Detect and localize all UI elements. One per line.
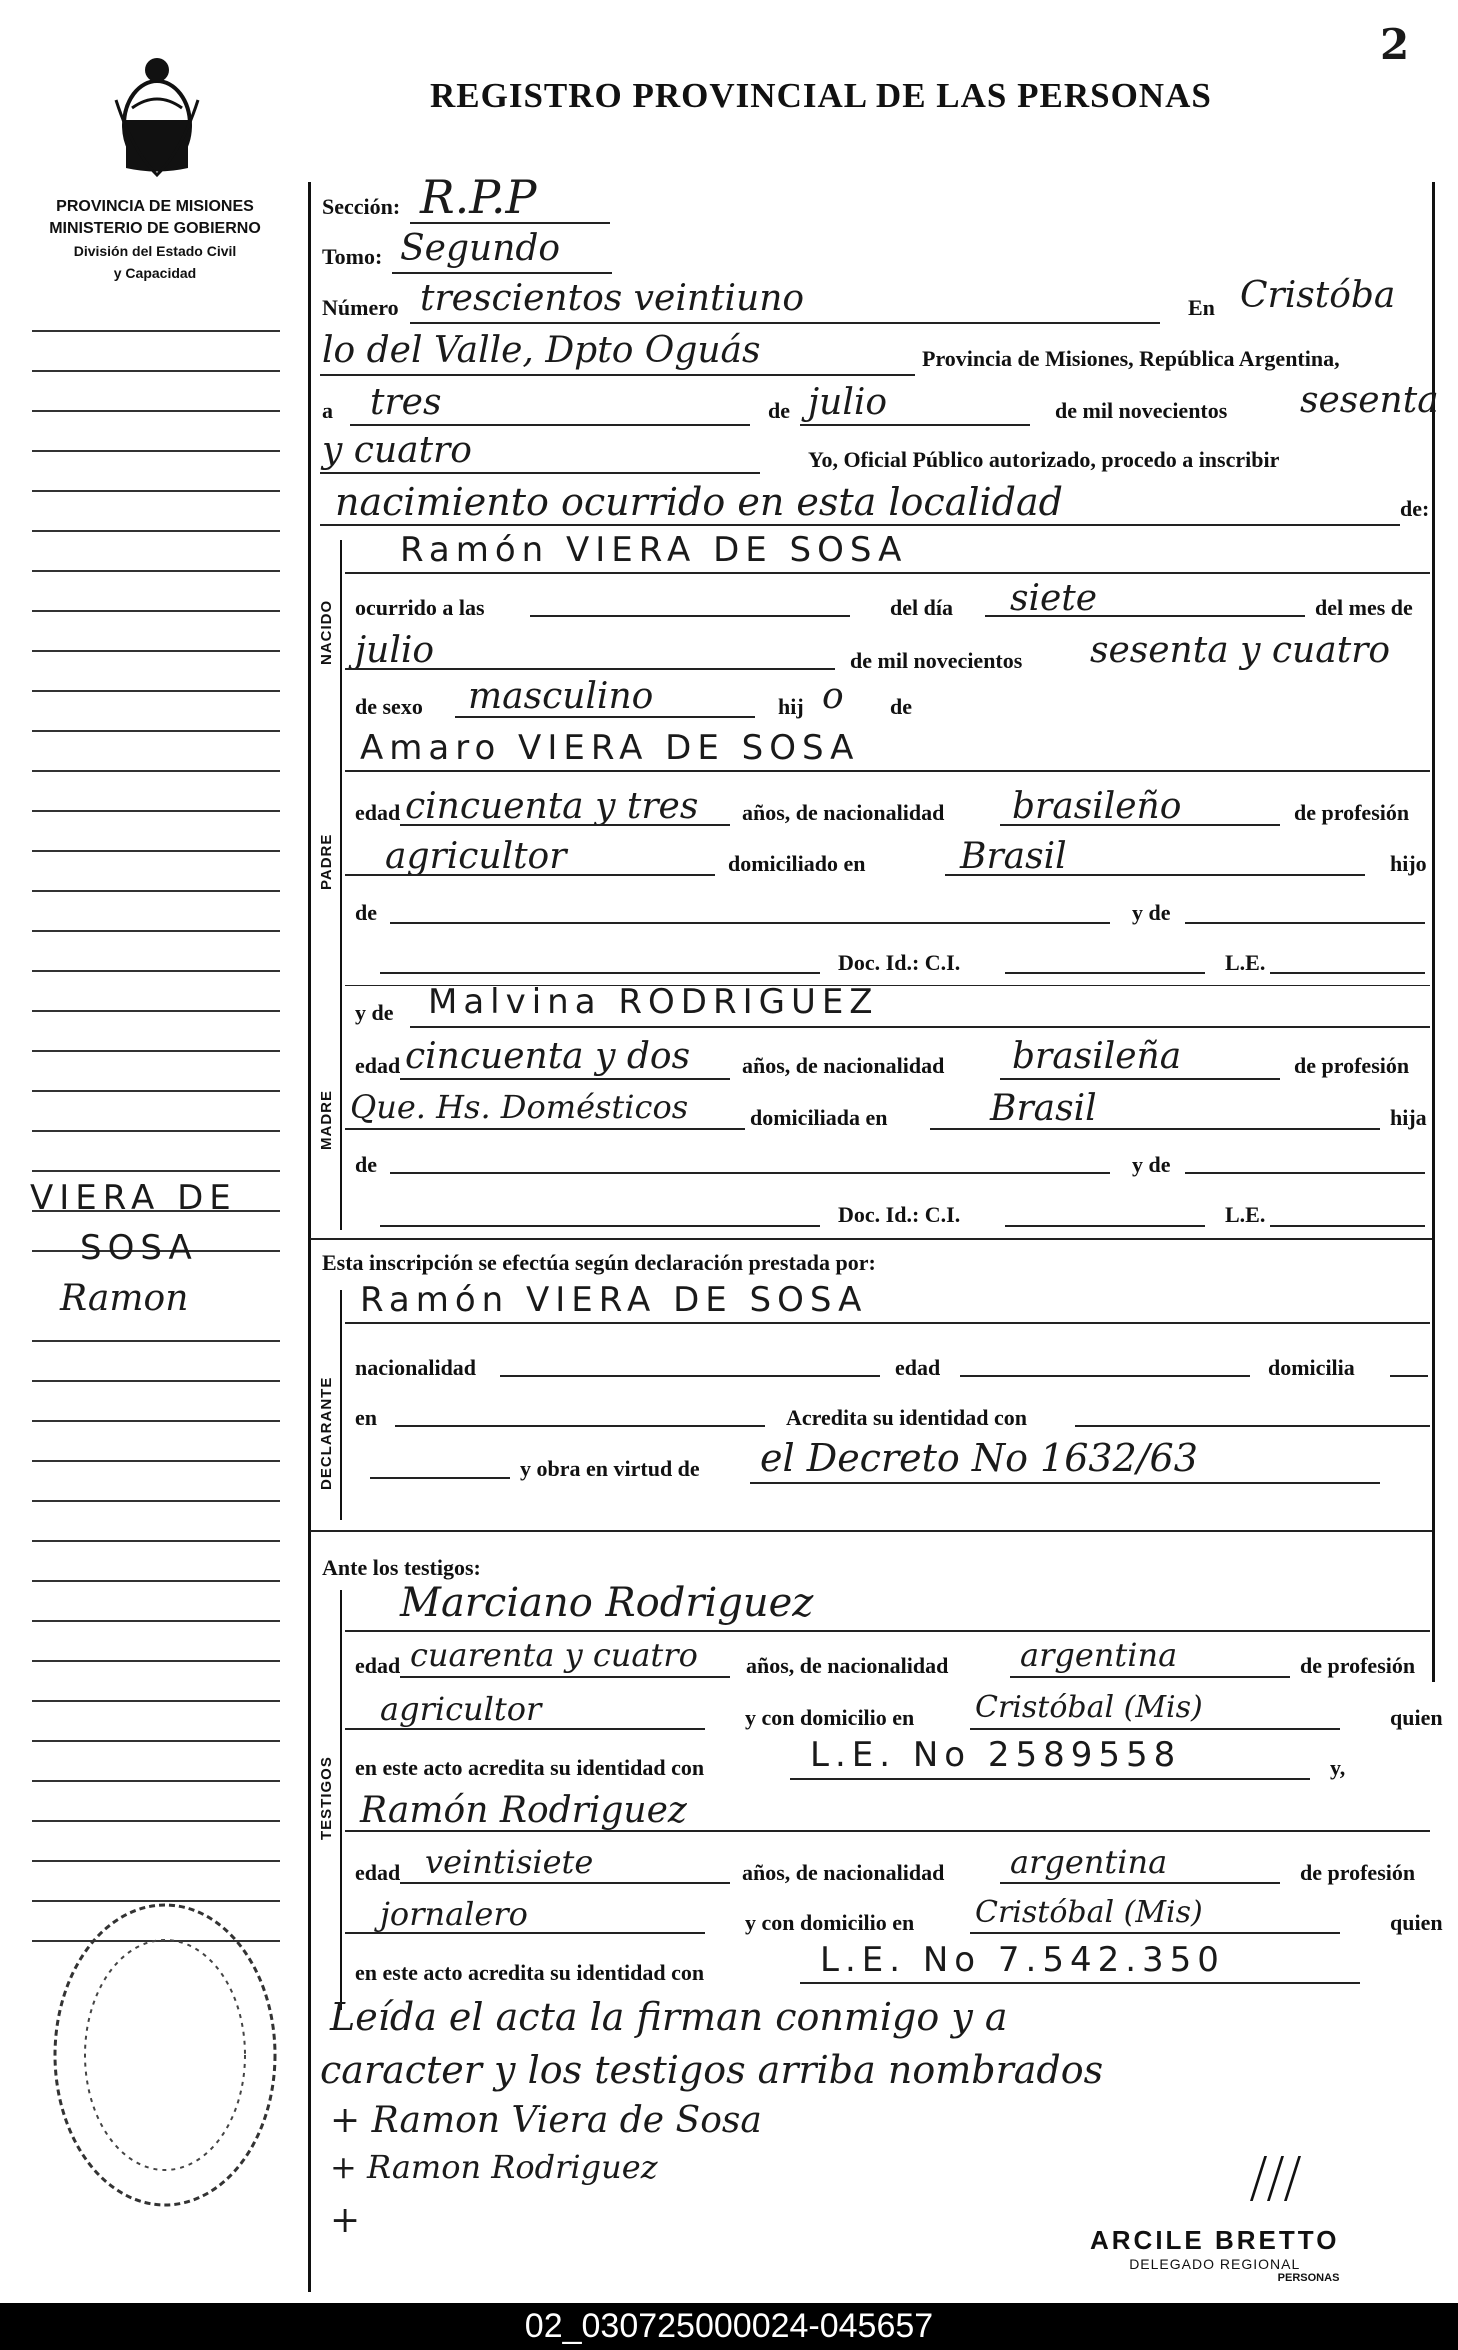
label-edad-t2: edad <box>355 1860 401 1885</box>
value-lugar2: lo del Valle, Dpto Oguás <box>322 330 761 371</box>
label-le-padre: L.E. <box>1225 950 1266 975</box>
value-mes: julio <box>808 382 888 423</box>
margin-note-surname: VIERA DE <box>30 1178 237 1218</box>
value-testigo2-nombre: Ramón Rodriguez <box>360 1790 687 1831</box>
sidebar-line: División del Estado Civil <box>73 243 237 259</box>
value-sexo: masculino <box>468 676 654 717</box>
stamp-name: ARCILE BRETTO <box>1090 2225 1340 2255</box>
value-madre-edad: cincuenta y dos <box>405 1036 691 1077</box>
form-left-border <box>308 182 311 2292</box>
official-seal-icon <box>40 1890 290 2225</box>
page-title: REGISTRO PROVINCIAL DE LAS PERSONAS <box>430 76 1212 115</box>
label-y-comma: y, <box>1330 1755 1346 1780</box>
label-inscripcion: Esta inscripción se efectúa según declaración prestada por: <box>322 1250 876 1275</box>
section-declarante: DECLARANTE <box>318 1376 335 1490</box>
value-numero: trescientos veintiuno <box>420 278 805 319</box>
label-testigos: Ante los testigos: <box>322 1555 481 1580</box>
label-domiciliada: domiciliada en <box>750 1105 888 1130</box>
sidebar-line: PROVINCIA DE MISIONES <box>56 198 254 215</box>
label-acredita: Acredita su identidad con <box>786 1405 1028 1430</box>
margin-note-surname2: SOSA <box>80 1228 198 1268</box>
label-anios-nac-madre: años, de nacionalidad <box>742 1053 945 1078</box>
section-testigos: TESTIGOS <box>318 1756 335 1840</box>
label-domiciliado: domiciliado en <box>728 851 866 876</box>
coat-of-arms-icon <box>112 50 202 185</box>
label-y-de-madre: y de <box>355 1000 394 1025</box>
value-lugar: Cristóba <box>1240 275 1396 316</box>
label-y-de-padre: y de <box>1132 900 1171 925</box>
signature-3: + <box>330 2200 361 2241</box>
label-le-madre: L.E. <box>1225 1202 1266 1227</box>
value-t2-edad: veintisiete <box>425 1843 594 1881</box>
label-en-decl: en <box>355 1405 377 1430</box>
value-dia: tres <box>370 382 442 423</box>
label-edad-decl: edad <box>895 1355 941 1380</box>
stamp-subtitle: PERSONAS <box>1277 2272 1340 2284</box>
value-t1-nac: argentina <box>1020 1636 1178 1674</box>
label-doc-padre: Doc. Id.: C.I. <box>838 950 961 975</box>
label-de-end: de: <box>1400 496 1430 521</box>
signature-1: + Ramon Viera de Sosa <box>330 2100 762 2141</box>
label-hija: hija <box>1390 1105 1427 1130</box>
stamp-title: DELEGADO REGIONAL <box>1129 2256 1301 2272</box>
value-padre-nac: brasileño <box>1012 786 1182 827</box>
label-de2: de <box>890 694 912 719</box>
sidebar-header <box>20 196 290 284</box>
label-edad-padre: edad <box>355 800 401 825</box>
label-provincia: Provincia de Misiones, República Argentina, <box>922 346 1340 371</box>
section-madre: MADRE <box>318 1090 335 1150</box>
section-nacido: NACIDO <box>318 599 335 665</box>
label-de-madre: de <box>355 1152 377 1177</box>
label-domicilia-decl: domicilia <box>1268 1355 1355 1380</box>
value-padre-dom: Brasil <box>960 836 1067 877</box>
value-tomo: Segundo <box>400 228 561 269</box>
label-quien-t2: quien <box>1390 1910 1443 1935</box>
label-y-de-madre2: y de <box>1132 1152 1171 1177</box>
value-madre-dom: Brasil <box>990 1088 1097 1129</box>
value-t1-doc: L.E. No 2589558 <box>810 1735 1182 1775</box>
page-number: 2 <box>1380 20 1410 69</box>
value-anio2: y cuatro <box>322 430 472 471</box>
label-profesion-madre: de profesión <box>1294 1053 1410 1078</box>
margin-note-name: Ramon <box>60 1278 189 1319</box>
label-anios-nac-t1: años, de nacionalidad <box>746 1653 949 1678</box>
footer-bar <box>0 2303 1458 2350</box>
label-a: a <box>322 398 333 423</box>
value-anio1: sesenta <box>1300 380 1439 421</box>
inner-border-top <box>340 540 342 1230</box>
value-madre-prof: Que. Hs. Domésticos <box>350 1088 689 1126</box>
value-madre-nac: brasileña <box>1012 1036 1182 1077</box>
value-t2-doc: L.E. No 7.542.350 <box>820 1940 1225 1980</box>
value-dia-nac: siete <box>1010 578 1098 619</box>
value-t1-prof: agricultor <box>380 1690 542 1728</box>
label-nacionalidad-decl: nacionalidad <box>355 1355 477 1380</box>
label-yo: Yo, Oficial Público autorizado, procedo a inscribir <box>808 447 1280 472</box>
label-en: En <box>1188 295 1215 320</box>
label-anios-nac-t2: años, de nacionalidad <box>742 1860 945 1885</box>
label-de-padre: de <box>355 900 377 925</box>
label-anios-nac-padre: años, de nacionalidad <box>742 800 945 825</box>
official-stamp <box>1090 2225 1339 2284</box>
value-madre-nombre: Malvina RODRIGUEZ <box>428 982 879 1022</box>
official-signature-mark-icon: ⧸⧸⧸ <box>1250 2150 1301 2208</box>
section-padre: PADRE <box>318 833 335 890</box>
label-del-mes: del mes de <box>1315 595 1413 620</box>
value-t2-dom: Cristóbal (Mis) <box>975 1895 1203 1930</box>
label-doc-madre: Doc. Id.: C.I. <box>838 1202 961 1227</box>
signature-2: + Ramon Rodriguez <box>330 2148 658 2186</box>
label-hij: hij <box>778 694 804 719</box>
label-numero: Número <box>322 295 399 320</box>
value-hij-suffix: o <box>822 676 844 717</box>
value-t1-edad: cuarenta y cuatro <box>410 1636 698 1674</box>
value-cierre2: caracter y los testigos arriba nombrados <box>320 2048 1104 2092</box>
label-tomo: Tomo: <box>322 244 383 269</box>
label-profesion-t1: de profesión <box>1300 1653 1416 1678</box>
value-padre-edad: cincuenta y tres <box>405 786 699 827</box>
label-de: de <box>768 398 790 423</box>
value-t2-prof: jornalero <box>380 1895 528 1933</box>
value-mes-nac: julio <box>355 630 435 671</box>
footer-code: 02_030725000024-045657 <box>524 2307 934 2345</box>
value-decreto: el Decreto No 1632/63 <box>760 1436 1198 1480</box>
value-nacido-nombre: Ramón VIERA DE SOSA <box>400 530 908 570</box>
sidebar-line: y Capacidad <box>113 265 197 281</box>
label-profesion-padre: de profesión <box>1294 800 1410 825</box>
value-t1-dom: Cristóbal (Mis) <box>975 1690 1203 1725</box>
label-en-este-t2: en este acto acredita su identidad con <box>355 1960 705 1985</box>
value-t2-nac: argentina <box>1010 1843 1168 1881</box>
label-quien-t1: quien <box>1390 1705 1443 1730</box>
value-seccion: R.P.P <box>420 170 537 224</box>
label-de-sexo: de sexo <box>355 694 423 719</box>
value-declarante-nombre: Ramón VIERA DE SOSA <box>360 1280 868 1320</box>
label-ocurrido: ocurrido a las <box>355 595 485 620</box>
label-hijo: hijo <box>1390 851 1427 876</box>
label-de-mil: de mil novecientos <box>1055 398 1228 423</box>
sidebar-line: MINISTERIO DE GOBIERNO <box>49 220 261 237</box>
value-anio-nac: sesenta y cuatro <box>1090 630 1391 671</box>
label-obra: y obra en virtud de <box>520 1456 700 1481</box>
value-padre-prof: agricultor <box>385 836 567 877</box>
inner-border-testigos <box>340 1590 342 2010</box>
label-en-este-t1: en este acto acredita su identidad con <box>355 1755 705 1780</box>
label-del-dia: del día <box>890 595 953 620</box>
value-testigo1-nombre: Marciano Rodriguez <box>400 1580 814 1626</box>
label-con-domicilio-t2: y con domicilio en <box>745 1910 915 1935</box>
label-edad-t1: edad <box>355 1653 401 1678</box>
label-con-domicilio-t1: y con domicilio en <box>745 1705 915 1730</box>
label-de-mil2: de mil novecientos <box>850 648 1023 673</box>
value-acto: nacimiento ocurrido en esta localidad <box>335 480 1063 524</box>
inner-border-declarante <box>340 1290 342 1520</box>
label-profesion-t2: de profesión <box>1300 1860 1416 1885</box>
value-padre-nombre: Amaro VIERA DE SOSA <box>360 728 860 768</box>
label-edad-madre: edad <box>355 1053 401 1078</box>
value-cierre1: Leída el acta la firman conmigo y a <box>330 1995 1008 2039</box>
label-seccion: Sección: <box>322 194 401 219</box>
